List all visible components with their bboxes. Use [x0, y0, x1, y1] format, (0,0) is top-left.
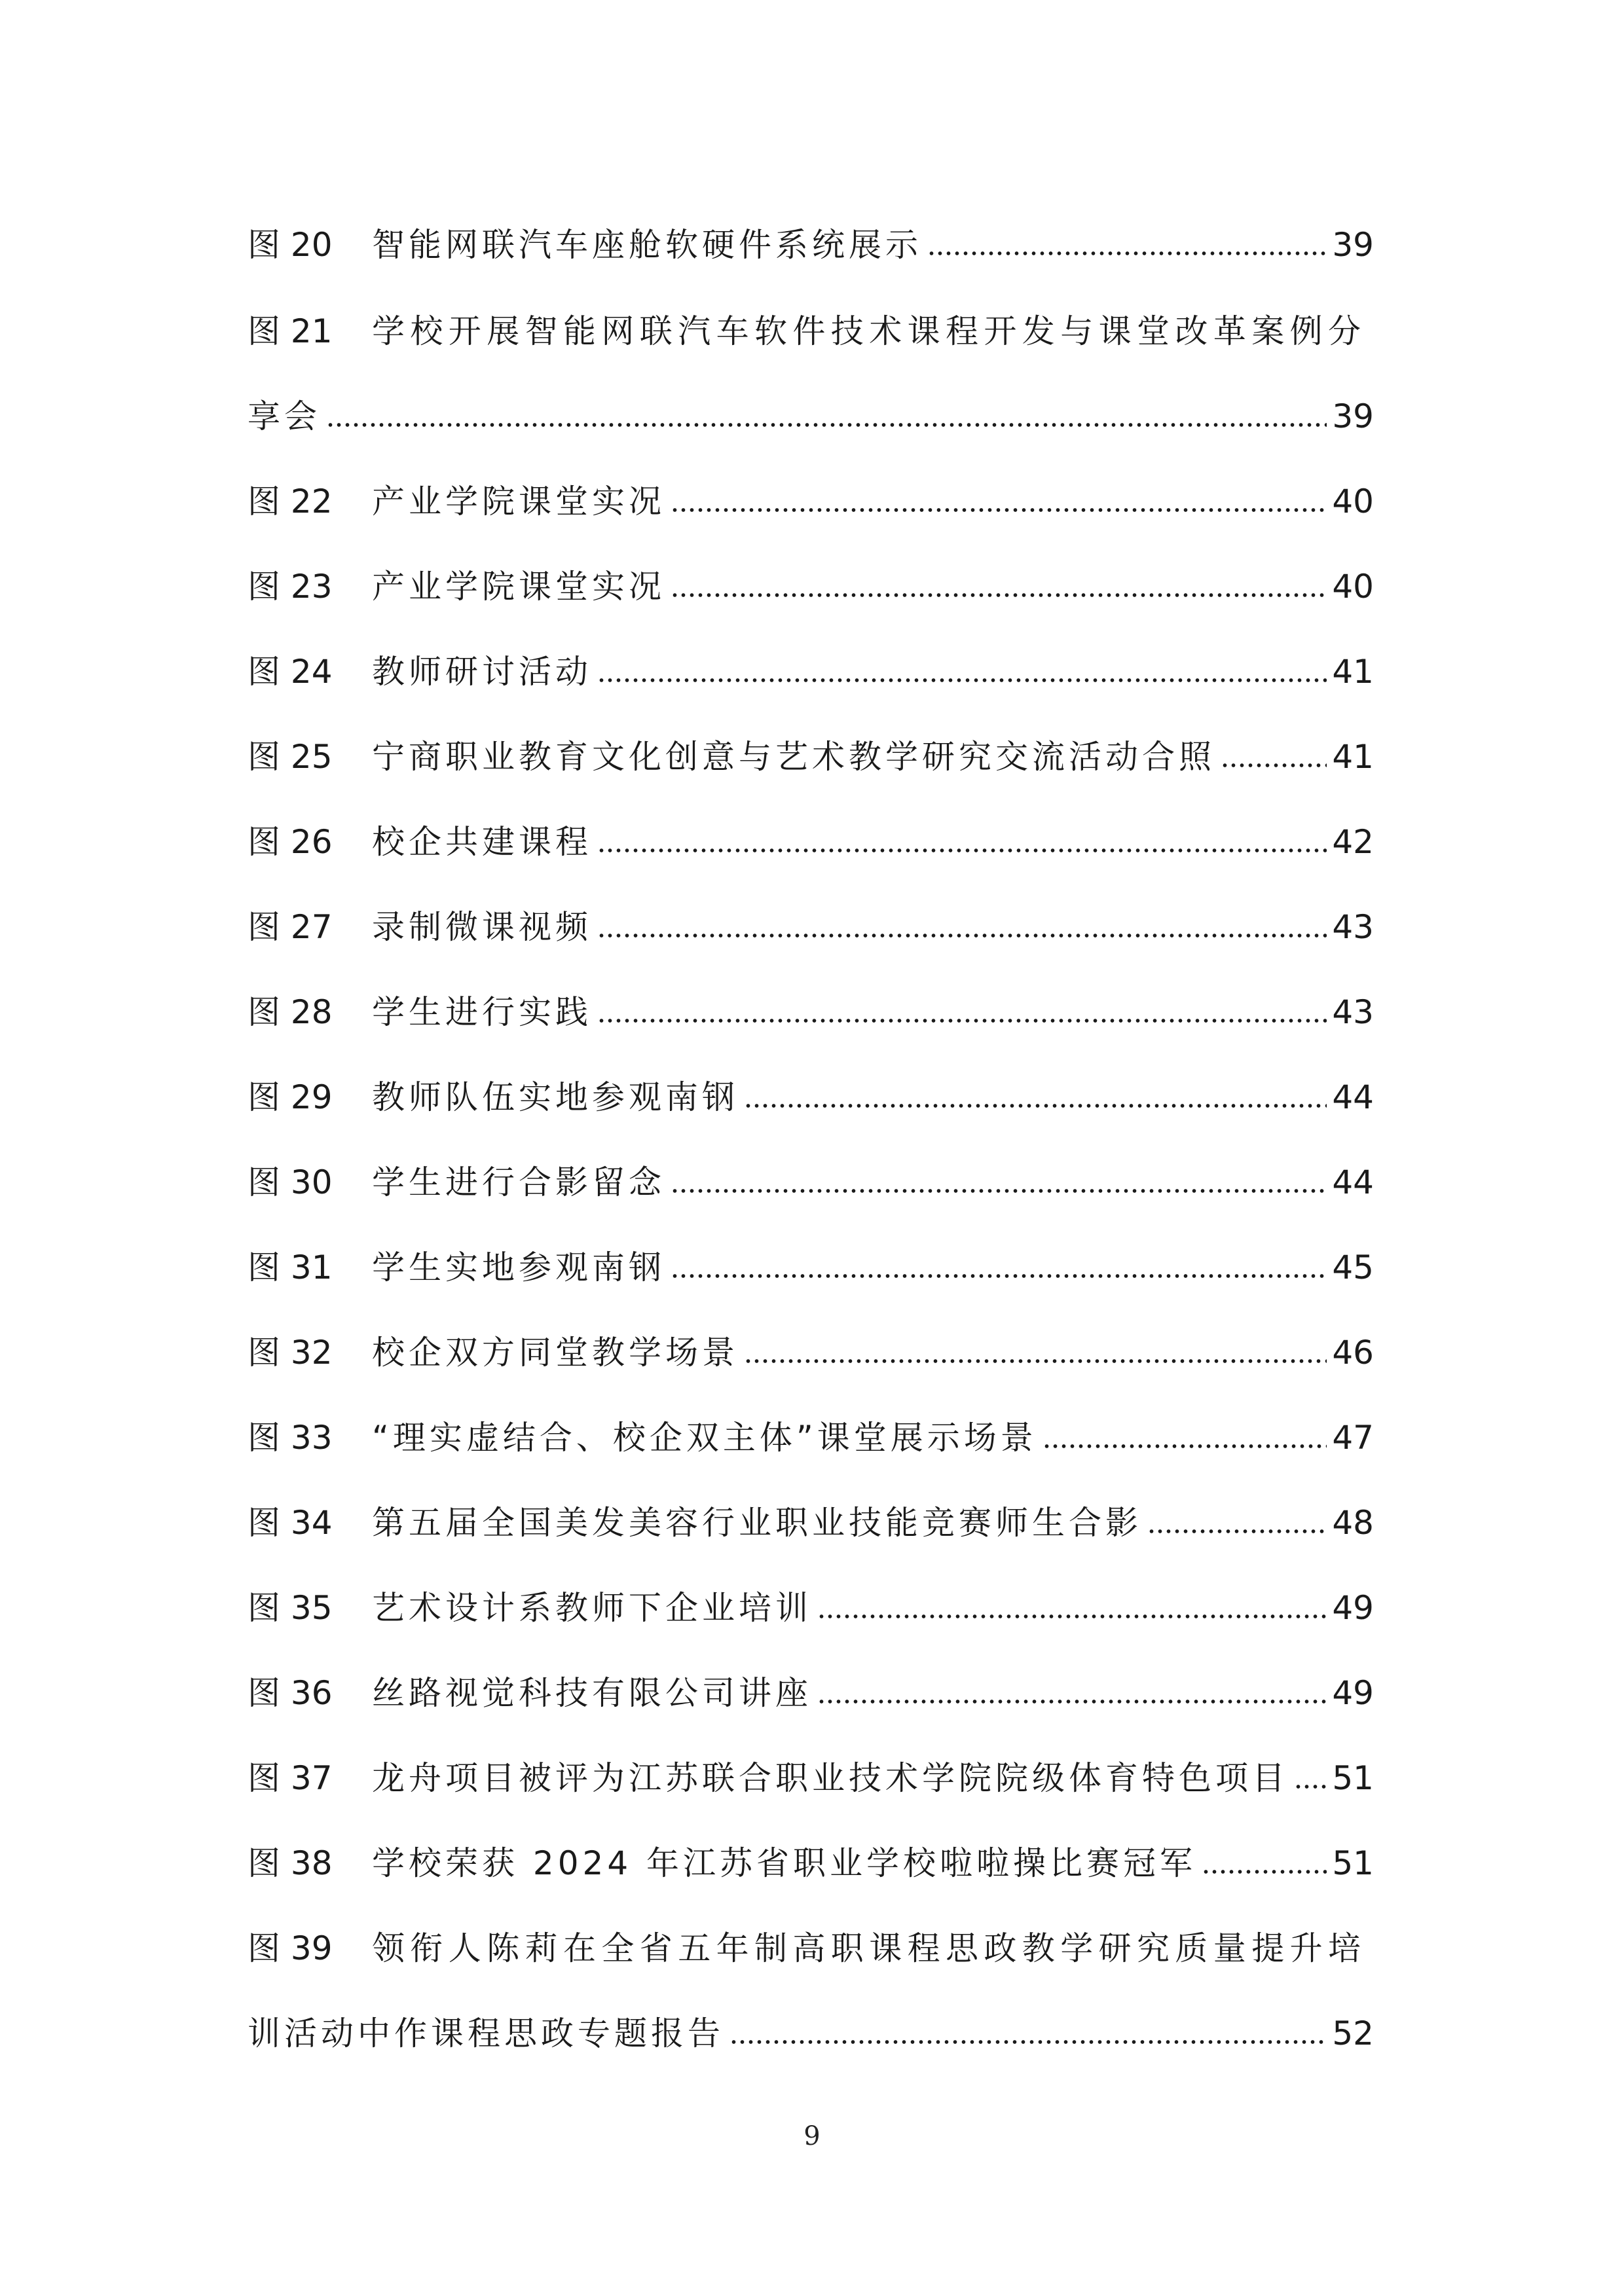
page-ref: 45: [1332, 1248, 1374, 1286]
entry-title: 产业学院课堂实况: [372, 483, 665, 520]
dot-leader: [597, 847, 1327, 854]
page-ref: 49: [1332, 1589, 1374, 1627]
dot-leader: [671, 592, 1327, 598]
toc-entry[interactable]: [248, 466, 1374, 525]
toc-entry[interactable]: [248, 1743, 1374, 1802]
dot-leader: [326, 422, 1327, 428]
entry-title: 学生实地参观南钢: [372, 1248, 665, 1286]
entry-title: 教师队伍实地参观南钢: [372, 1078, 739, 1116]
toc-entry[interactable]: [248, 721, 1374, 780]
page-ref: 52: [1332, 2014, 1374, 2052]
entry-title: 校企双方同堂教学场景: [372, 1334, 739, 1372]
entry-title-continuation: 训活动中作课程思政专题报告: [248, 2014, 724, 2052]
figure-label: 图 36: [248, 1674, 333, 1712]
page-ref: 44: [1332, 1078, 1374, 1116]
toc-entry[interactable]: [248, 1913, 1374, 1972]
toc-entry[interactable]: [248, 1402, 1374, 1461]
toc-entry[interactable]: [248, 1062, 1374, 1121]
page-ref: 44: [1332, 1163, 1374, 1201]
page-ref: 51: [1332, 1759, 1374, 1797]
dot-leader: [671, 507, 1327, 513]
dot-leader: [597, 1017, 1327, 1024]
figure-label: 图 33: [248, 1419, 333, 1457]
entry-title: 艺术设计系教师下企业培训: [372, 1589, 812, 1627]
figure-label: 图 27: [248, 908, 333, 946]
toc-entry[interactable]: [248, 977, 1374, 1036]
page-ref: 43: [1332, 908, 1374, 946]
page-ref: 40: [1332, 568, 1374, 606]
page-ref: 46: [1332, 1334, 1374, 1372]
entry-title: “理实虚结合、校企双主体”课堂展示场景: [372, 1419, 1037, 1457]
entry-title: 领衔人陈莉在全省五年制高职课程思政教学研究质量提升培: [372, 1929, 1367, 1967]
page-ref: 39: [1332, 226, 1374, 264]
toc-entry-continuation[interactable]: [248, 1998, 1374, 2057]
figure-label: 图 29: [248, 1078, 333, 1116]
entry-title: 学校开展智能网联汽车软件技术课程开发与课堂改革案例分: [372, 312, 1367, 350]
entry-title: 智能网联汽车座舱软硬件系统展示: [372, 226, 922, 264]
dot-leader: [1294, 1783, 1327, 1790]
entry-title: 录制微课视频: [372, 908, 592, 946]
toc-entry[interactable]: [248, 1828, 1374, 1887]
entry-title: 学生进行合影留念: [372, 1163, 665, 1201]
toc-entry[interactable]: [248, 1573, 1374, 1631]
toc-entry[interactable]: [248, 551, 1374, 610]
toc-entry[interactable]: [248, 210, 1374, 268]
dot-leader: [744, 1102, 1327, 1109]
entry-title: 学校荣获 2024 年江苏省职业学校啦啦操比赛冠军: [372, 1844, 1197, 1882]
page-ref: 42: [1332, 823, 1374, 861]
toc-entry[interactable]: [248, 1232, 1374, 1291]
toc-entry[interactable]: [248, 1317, 1374, 1376]
dot-leader: [671, 1188, 1327, 1194]
entry-title: 丝路视觉科技有限公司讲座: [372, 1674, 812, 1712]
toc-entry[interactable]: [248, 296, 1374, 355]
figure-label: 图 35: [248, 1589, 333, 1627]
dot-leader: [744, 1358, 1327, 1364]
page-ref: 51: [1332, 1844, 1374, 1882]
entry-title: 宁商职业教育文化创意与艺术教学研究交流活动合照: [372, 738, 1215, 776]
toc-entry[interactable]: [248, 1658, 1374, 1717]
dot-leader: [1147, 1528, 1327, 1535]
entry-title: 校企共建课程: [372, 823, 592, 861]
dot-leader: [1221, 762, 1327, 769]
figure-label: 图 24: [248, 653, 333, 691]
figure-label: 图 37: [248, 1759, 333, 1797]
figure-label: 图 22: [248, 483, 333, 520]
toc-entry[interactable]: [248, 807, 1374, 866]
page-ref: 39: [1332, 397, 1374, 435]
page-ref: 41: [1332, 738, 1374, 776]
toc-entry[interactable]: [248, 1487, 1374, 1546]
dot-leader: [597, 932, 1327, 939]
figure-label: 图 32: [248, 1334, 333, 1372]
figure-label: 图 34: [248, 1504, 333, 1542]
page-ref: 49: [1332, 1674, 1374, 1712]
toc-entry-continuation[interactable]: [248, 381, 1374, 440]
entry-title: 产业学院课堂实况: [372, 568, 665, 606]
figure-label: 图 23: [248, 568, 333, 606]
figure-label: 图 39: [248, 1929, 333, 1967]
page-ref: 41: [1332, 653, 1374, 691]
figure-label: 图 28: [248, 993, 333, 1031]
entry-title: 教师研讨活动: [372, 653, 592, 691]
page-ref: 43: [1332, 993, 1374, 1031]
page-ref: 47: [1332, 1419, 1374, 1457]
dot-leader: [1202, 1868, 1327, 1875]
figure-label: 图 20: [248, 226, 333, 264]
figure-label: 图 31: [248, 1248, 333, 1286]
dot-leader: [729, 2039, 1327, 2045]
dot-leader: [817, 1698, 1327, 1705]
toc-entry[interactable]: [248, 892, 1374, 951]
toc-entry[interactable]: [248, 1147, 1374, 1206]
figure-label: 图 25: [248, 738, 333, 776]
page-ref: 40: [1332, 483, 1374, 520]
dot-leader: [1043, 1443, 1327, 1449]
figure-label: 图 21: [248, 312, 333, 350]
entry-title: 龙舟项目被评为江苏联合职业技术学院院级体育特色项目: [372, 1759, 1289, 1797]
figure-label: 图 26: [248, 823, 333, 861]
dot-leader: [927, 250, 1327, 257]
dot-leader: [817, 1613, 1327, 1620]
dot-leader: [597, 677, 1327, 683]
toc-entry[interactable]: [248, 636, 1374, 695]
figure-label: 图 38: [248, 1844, 333, 1882]
figure-label: 图 30: [248, 1163, 333, 1201]
dot-leader: [671, 1273, 1327, 1279]
entry-title: 学生进行实践: [372, 993, 592, 1031]
entry-title: 第五届全国美发美容行业职业技能竞赛师生合影: [372, 1504, 1142, 1542]
entry-title-continuation: 享会: [248, 397, 321, 435]
page-ref: 48: [1332, 1504, 1374, 1542]
page-number: 9: [803, 2121, 821, 2151]
